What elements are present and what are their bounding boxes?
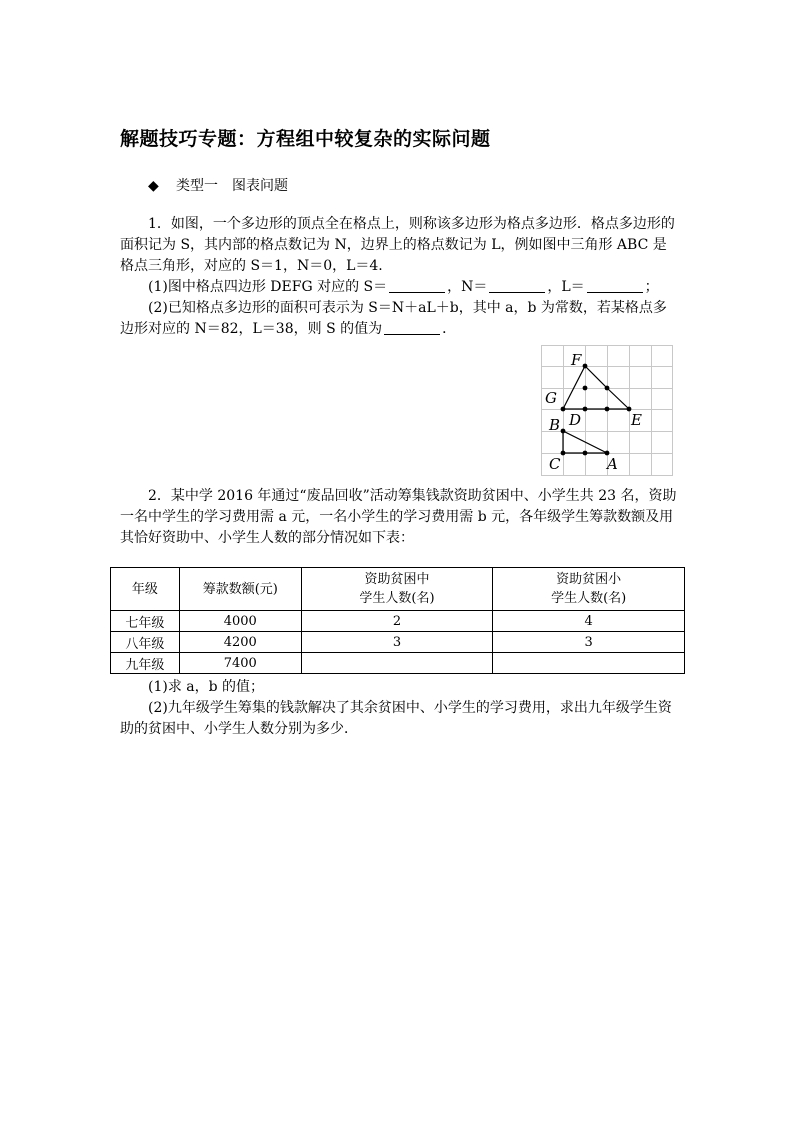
quadrilateral-defg	[563, 366, 629, 409]
answer-blank-s-value[interactable]	[384, 320, 440, 335]
label-a: A	[607, 455, 618, 473]
answer-blank-n[interactable]	[489, 278, 545, 293]
table-row	[111, 632, 685, 653]
section-heading-text: 类型一 图表问题	[176, 178, 288, 194]
table-row	[111, 611, 685, 632]
q1-part1-text-a: (1)图中格点四边形 DEFG 对应的 S＝	[148, 279, 388, 295]
table-cell: 九年级	[111, 653, 180, 674]
label-d: D	[569, 411, 582, 429]
table-header-row	[111, 568, 685, 611]
q1-part2-text-b: ．	[442, 321, 457, 337]
header-grade: 年级	[111, 568, 180, 611]
table-cell: 7400	[179, 653, 301, 674]
table-cell: 3	[493, 632, 685, 653]
label-c: C	[549, 455, 561, 473]
label-f: F	[571, 351, 582, 369]
q1-part1-text-c: ，L＝	[547, 279, 585, 295]
table-cell: 2	[301, 611, 493, 632]
header-middle-school: 资助贫困中 学生人数(名)	[301, 568, 493, 611]
funding-table	[110, 567, 685, 674]
question-1-part-2	[120, 298, 680, 340]
table-cell: 八年级	[111, 632, 180, 653]
table-cell: 4	[493, 611, 685, 632]
label-e: E	[631, 411, 642, 429]
q1-part1-text-d: ；	[644, 279, 659, 295]
question-2-part-2: (2)九年级学生筹集的钱款解决了其余贫困中、小学生的学习费用，求出九年级学生资助的贫困中、小学生人数分别为多少．	[120, 700, 672, 737]
table-cell: 4200	[179, 632, 301, 653]
page-title: 解题技巧专题：方程组中较复杂的实际问题	[120, 128, 491, 150]
label-b: B	[549, 416, 561, 434]
table-cell: 4000	[179, 611, 301, 632]
table-cell	[301, 653, 493, 674]
q1-part2-text-a: (2)已知格点多边形的面积可表示为 S＝N＋aL＋b，其中 a，b 为常数，若某格点多边形对应的 N＝82，L＝38，则 S 的值为	[120, 300, 667, 337]
table-row	[111, 653, 685, 674]
label-g: G	[545, 389, 557, 407]
question-2-part-1: (1)求 a，b 的值；	[148, 679, 265, 695]
header-amount: 筹款数额(元)	[179, 568, 301, 611]
table-cell: 3	[301, 632, 493, 653]
lattice-polygon-figure	[541, 345, 673, 476]
section-heading	[148, 175, 288, 195]
header-primary-school: 资助贫困小 学生人数(名)	[493, 568, 685, 611]
question-1-part-1	[120, 277, 680, 298]
table-cell	[493, 653, 685, 674]
table-cell: 七年级	[111, 611, 180, 632]
q1-part1-text-b: ，N＝	[447, 279, 488, 295]
answer-blank-s[interactable]	[389, 278, 445, 293]
answer-blank-l[interactable]	[587, 278, 643, 293]
question-1-text: 1．如图，一个多边形的顶点全在格点上，则称该多边形为格点多边形．格点多边形的面积记为 S，其内部的格点数记为 N，边界上的格点数记为 L，例如图中三角形 ABC 是格点三角形，对应的 S＝1，N＝0，L＝4.	[120, 216, 675, 274]
question-2-text: 2．某中学 2016 年通过“废品回收”活动筹集钱款资助贫困中、小学生共 23 名，资助一名中学生的学习费用需 a 元，一名小学生的学习费用需 b 元，各年级学生筹款数额及用其恰好资助中、小学生人数的部分情况如下表：	[120, 488, 677, 546]
diamond-bullet-icon: ◆	[148, 178, 159, 194]
